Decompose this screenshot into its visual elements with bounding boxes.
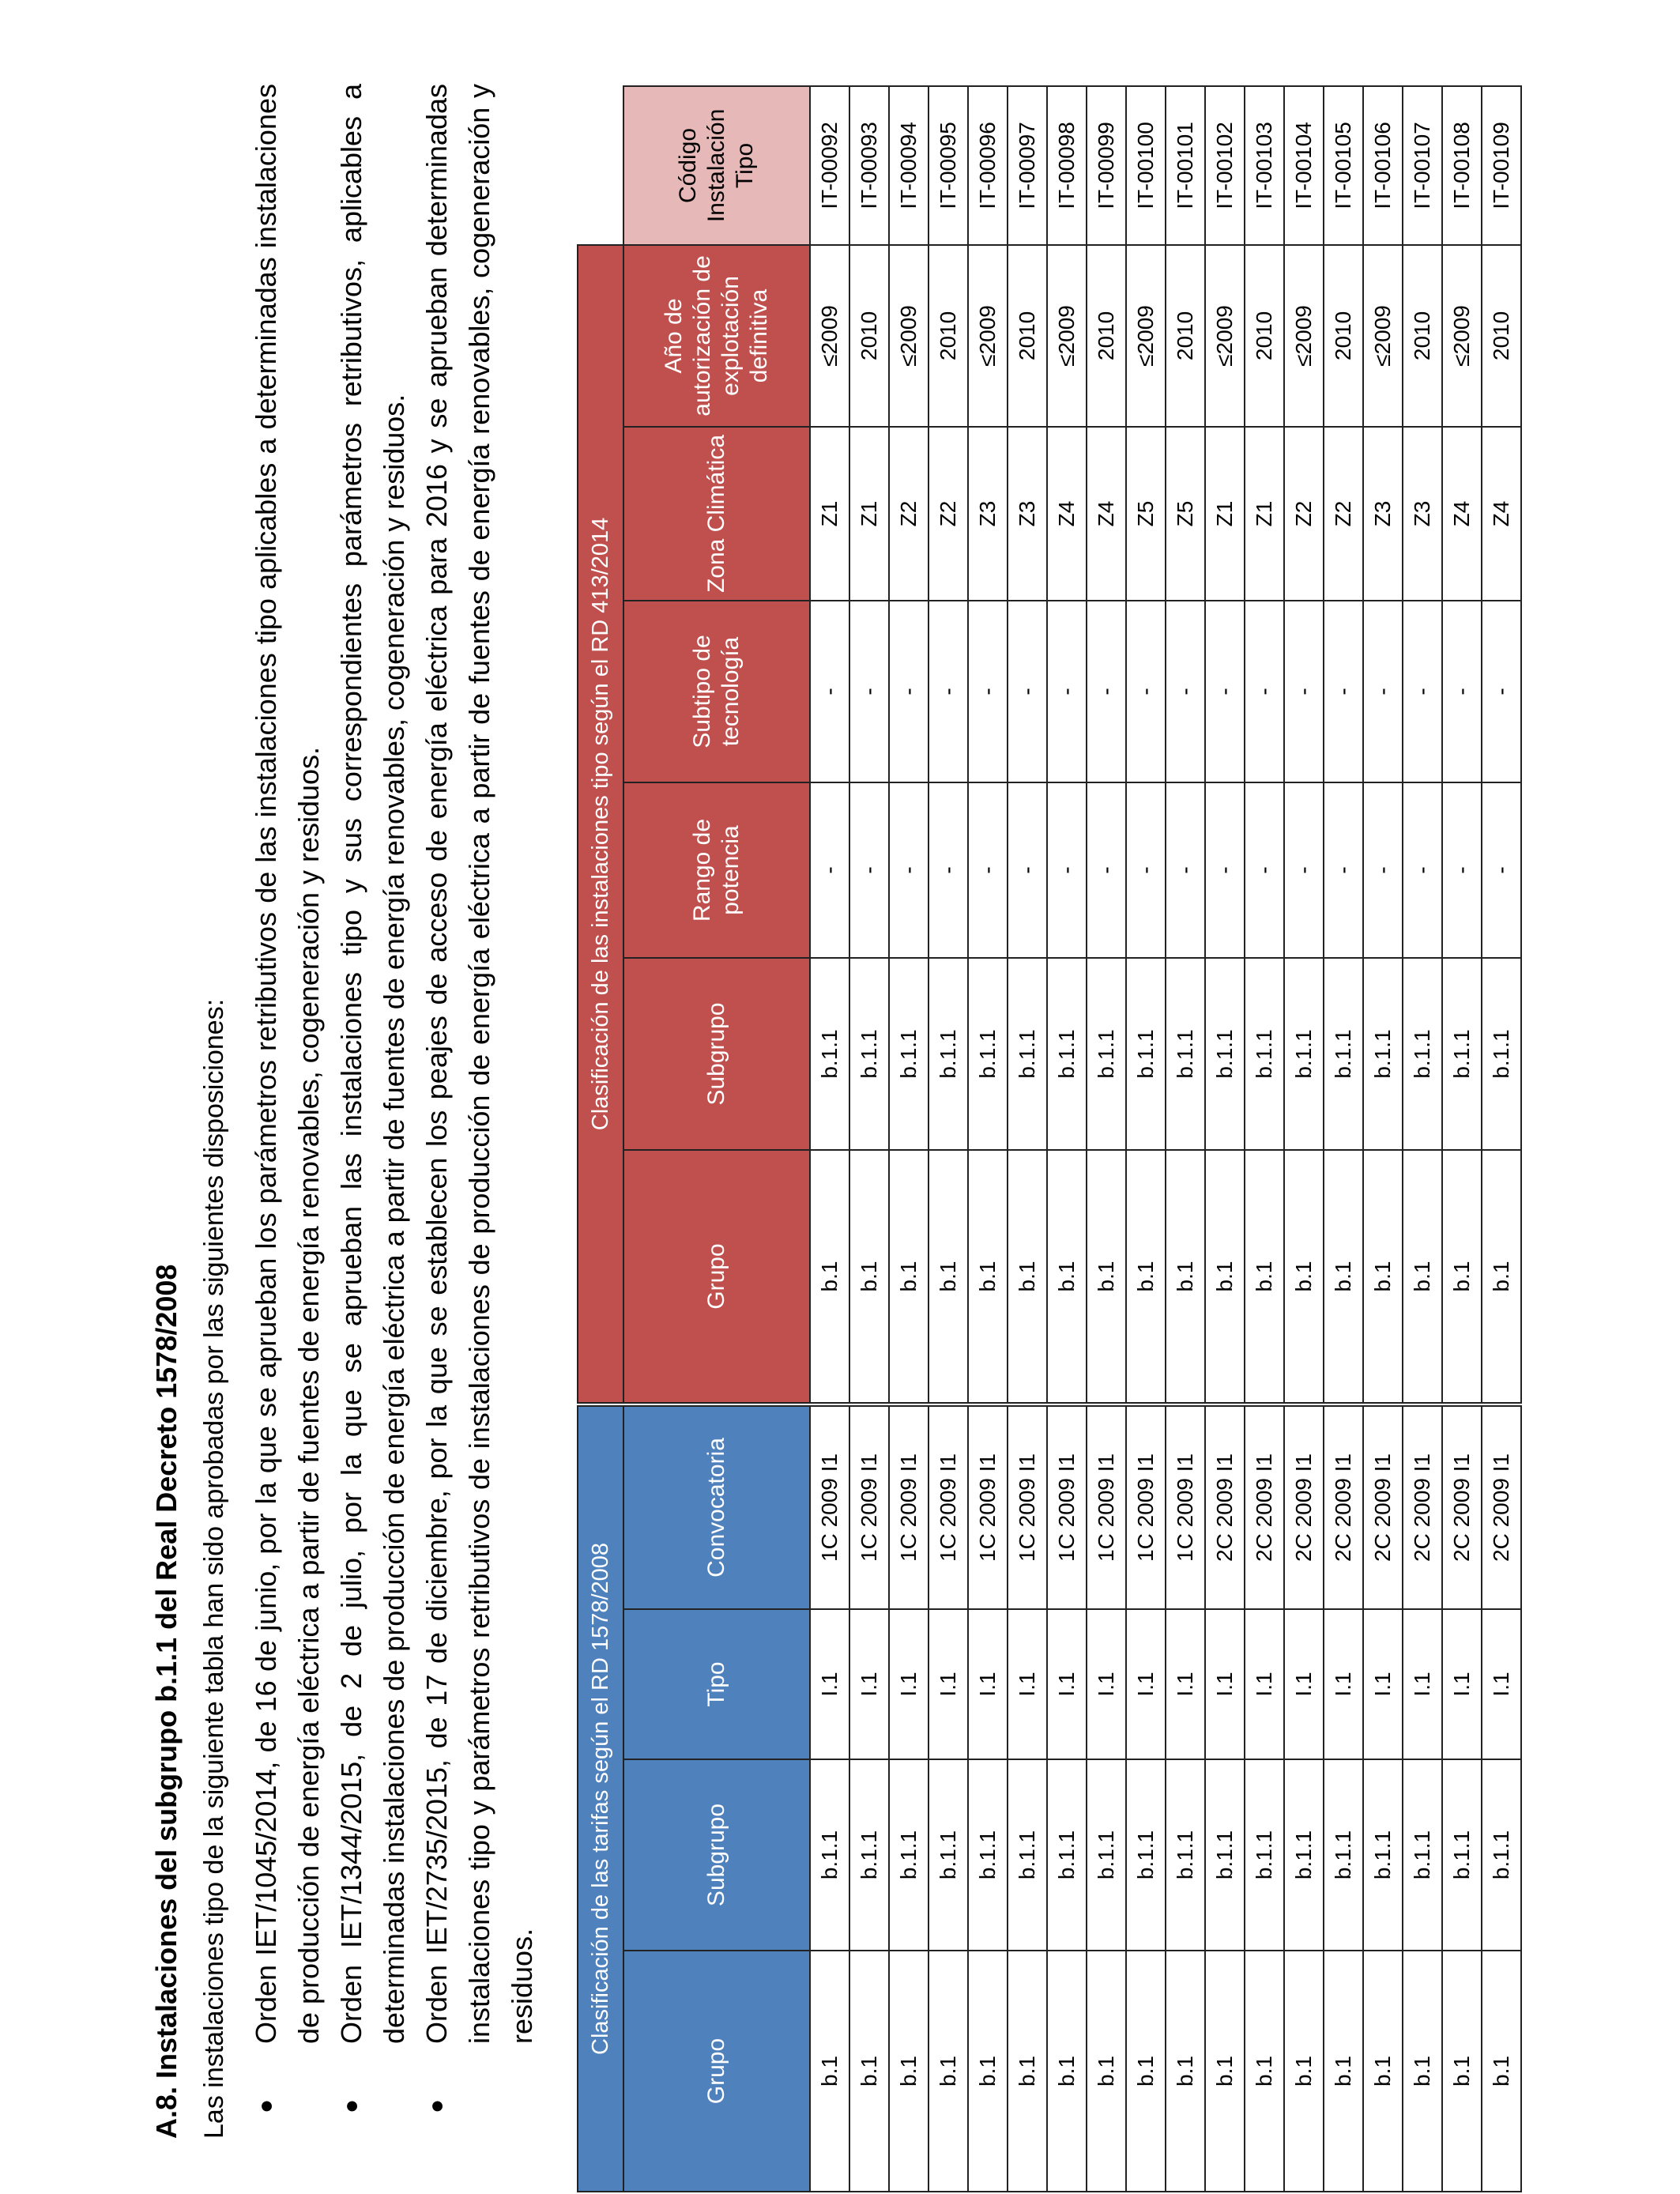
cell-grupo: b.1 bbox=[810, 1150, 849, 1403]
order-text: Orden IET/2735/2015, de 17 de diciembre, por la que se establecen los peajes de acceso de energía eléctrica para 2016 y se aprueban determinadas instalaciones tipo y parámetros retributivos de instalaciones de producción de energía eléctrica a partir de fuentes de energía renovables, cogeneración y residuos. bbox=[420, 84, 538, 2044]
cell-subtipo-tecnologia: - bbox=[1403, 601, 1442, 782]
cell-grupo: b.1 bbox=[929, 1951, 968, 2192]
col-header-subgrupo: Subgrupo bbox=[623, 1759, 810, 1951]
cell-tipo: I.1 bbox=[968, 1609, 1008, 1759]
cell-subgrupo: b.1.1 bbox=[1403, 1759, 1442, 1951]
cell-convocatoria: 2C 2009 I1 bbox=[1284, 1406, 1324, 1609]
col-header-grupo: Grupo bbox=[623, 1150, 810, 1403]
cell-anio-autorizacion: 2010 bbox=[1245, 245, 1284, 427]
table-row bbox=[968, 1406, 1008, 2192]
cell-zona-climatica: Z1 bbox=[1205, 427, 1245, 601]
table-row bbox=[1482, 86, 1521, 1403]
cell-grupo: b.1 bbox=[1482, 1150, 1521, 1403]
col-header-tipo: Tipo bbox=[623, 1609, 810, 1759]
cell-subgrupo: b.1.1 bbox=[1087, 958, 1126, 1150]
cell-convocatoria: 1C 2009 I1 bbox=[1008, 1406, 1047, 1609]
cell-convocatoria: 2C 2009 I1 bbox=[1482, 1406, 1521, 1609]
order-text: Orden IET/1344/2015, de 2 de julio, por la que se aprueban las instalaciones tipo y sus correspondientes parámetros retributivos, aplicables a determinadas instalaciones de producción de energía eléctrica a partir de fuentes de energía renovables, cogeneración y residuos. bbox=[335, 84, 410, 2044]
cell-subgrupo: b.1.1 bbox=[1008, 958, 1047, 1150]
cell-subtipo-tecnologia: - bbox=[968, 601, 1008, 782]
cell-convocatoria: 1C 2009 I1 bbox=[1126, 1406, 1166, 1609]
cell-subgrupo: b.1.1 bbox=[849, 958, 889, 1150]
cell-subgrupo: b.1.1 bbox=[1087, 1759, 1126, 1951]
cell-subgrupo: b.1.1 bbox=[1403, 958, 1442, 1150]
cell-convocatoria: 2C 2009 I1 bbox=[1324, 1406, 1363, 1609]
cell-subtipo-tecnologia: - bbox=[1245, 601, 1284, 782]
bullet-icon: ● bbox=[424, 2098, 450, 2113]
cell-codigo-instalacion: IT-00105 bbox=[1324, 86, 1363, 245]
cell-rango-potencia: - bbox=[1087, 782, 1126, 958]
cell-grupo: b.1 bbox=[1482, 1951, 1521, 2192]
table-row bbox=[1047, 86, 1087, 1403]
cell-tipo: I.1 bbox=[1482, 1609, 1521, 1759]
cell-tipo: I.1 bbox=[1284, 1609, 1324, 1759]
cell-zona-climatica: Z2 bbox=[889, 427, 929, 601]
cell-anio-autorizacion: 2010 bbox=[1403, 245, 1442, 427]
table-row bbox=[1205, 86, 1245, 1403]
cell-grupo: b.1 bbox=[849, 1951, 889, 2192]
cell-subgrupo: b.1.1 bbox=[810, 1759, 849, 1951]
table-row bbox=[1324, 1406, 1363, 2192]
cell-codigo-instalacion: IT-00094 bbox=[889, 86, 929, 245]
cell-anio-autorizacion: 2010 bbox=[1324, 245, 1363, 427]
table-row bbox=[929, 1406, 968, 2192]
table-rd1578-body bbox=[810, 1406, 1521, 2192]
cell-grupo: b.1 bbox=[1284, 1951, 1324, 2192]
cell-tipo: I.1 bbox=[1047, 1609, 1087, 1759]
header-spacer bbox=[578, 86, 623, 245]
cell-convocatoria: 1C 2009 I1 bbox=[968, 1406, 1008, 1609]
cell-tipo: I.1 bbox=[1126, 1609, 1166, 1759]
cell-rango-potencia: - bbox=[1205, 782, 1245, 958]
cell-tipo: I.1 bbox=[1166, 1609, 1205, 1759]
cell-grupo: b.1 bbox=[1324, 1951, 1363, 2192]
order-text: Orden IET/1045/2014, de 16 de junio, por la que se aprueban los parámetros retributivos de las instalaciones tipo aplicables a determinadas instalaciones de producción de energía eléctrica a partir de fuentes de energía renovables, cogeneración y residuos. bbox=[250, 84, 325, 2044]
cell-zona-climatica: Z1 bbox=[1245, 427, 1284, 601]
cell-subgrupo: b.1.1 bbox=[1482, 1759, 1521, 1951]
cell-rango-potencia: - bbox=[1047, 782, 1087, 958]
cell-tipo: I.1 bbox=[1245, 1609, 1284, 1759]
table-row bbox=[1245, 1406, 1284, 2192]
cell-codigo-instalacion: IT-00108 bbox=[1442, 86, 1482, 245]
cell-grupo: b.1 bbox=[1087, 1150, 1126, 1403]
cell-grupo: b.1 bbox=[1166, 1150, 1205, 1403]
cell-subtipo-tecnologia: - bbox=[889, 601, 929, 782]
cell-convocatoria: 1C 2009 I1 bbox=[849, 1406, 889, 1609]
cell-convocatoria: 2C 2009 I1 bbox=[1403, 1406, 1442, 1609]
cell-grupo: b.1 bbox=[1284, 1150, 1324, 1403]
cell-grupo: b.1 bbox=[968, 1150, 1008, 1403]
cell-convocatoria: 1C 2009 I1 bbox=[1166, 1406, 1205, 1609]
table-row bbox=[849, 1406, 889, 2192]
table-row bbox=[889, 1406, 929, 2192]
cell-anio-autorizacion: 2010 bbox=[1482, 245, 1521, 427]
cell-anio-autorizacion: ≤2009 bbox=[1442, 245, 1482, 427]
cell-grupo: b.1 bbox=[929, 1150, 968, 1403]
table-row bbox=[1087, 1406, 1126, 2192]
cell-rango-potencia: - bbox=[1166, 782, 1205, 958]
cell-tipo: I.1 bbox=[1324, 1609, 1363, 1759]
cell-codigo-instalacion: IT-00093 bbox=[849, 86, 889, 245]
cell-anio-autorizacion: ≤2009 bbox=[1284, 245, 1324, 427]
cell-rango-potencia: - bbox=[929, 782, 968, 958]
col-header-subtipo-tecnologia: Subtipo de tecnología bbox=[623, 601, 810, 782]
cell-tipo: I.1 bbox=[889, 1609, 929, 1759]
cell-codigo-instalacion: IT-00106 bbox=[1363, 86, 1403, 245]
table-row bbox=[1324, 86, 1363, 1403]
cell-anio-autorizacion: 2010 bbox=[1166, 245, 1205, 427]
cell-codigo-instalacion: IT-00102 bbox=[1205, 86, 1245, 245]
cell-rango-potencia: - bbox=[1324, 782, 1363, 958]
intro-text: Las instalaciones tipo de la siguiente tabla han sido aprobadas por las siguientes disposiciones: bbox=[199, 998, 229, 2139]
cell-anio-autorizacion: ≤2009 bbox=[810, 245, 849, 427]
cell-grupo: b.1 bbox=[1403, 1951, 1442, 2192]
cell-rango-potencia: - bbox=[1284, 782, 1324, 958]
cell-grupo: b.1 bbox=[1008, 1150, 1047, 1403]
cell-tipo: I.1 bbox=[1087, 1609, 1126, 1759]
cell-subgrupo: b.1.1 bbox=[1166, 958, 1205, 1150]
cell-convocatoria: 2C 2009 I1 bbox=[1245, 1406, 1284, 1609]
cell-subtipo-tecnologia: - bbox=[1205, 601, 1245, 782]
cell-grupo: b.1 bbox=[1205, 1150, 1245, 1403]
col-header-anio-autorizacion: Año de autorización de explotación definitiva bbox=[623, 245, 810, 427]
cell-subgrupo: b.1.1 bbox=[1047, 958, 1087, 1150]
col-header-grupo: Grupo bbox=[623, 1951, 810, 2192]
cell-convocatoria: 1C 2009 I1 bbox=[810, 1406, 849, 1609]
table-row bbox=[810, 1406, 849, 2192]
order-item bbox=[416, 84, 544, 2131]
cell-anio-autorizacion: ≤2009 bbox=[1126, 245, 1166, 427]
cell-rango-potencia: - bbox=[1363, 782, 1403, 958]
cell-codigo-instalacion: IT-00099 bbox=[1087, 86, 1126, 245]
table-row bbox=[1126, 86, 1166, 1403]
cell-subtipo-tecnologia: - bbox=[1126, 601, 1166, 782]
cell-subgrupo: b.1.1 bbox=[1205, 958, 1245, 1150]
bullet-icon: ● bbox=[338, 2098, 364, 2113]
table-row bbox=[889, 86, 929, 1403]
cell-subgrupo: b.1.1 bbox=[1205, 1759, 1245, 1951]
cell-zona-climatica: Z5 bbox=[1166, 427, 1205, 601]
cell-tipo: I.1 bbox=[810, 1609, 849, 1759]
cell-zona-climatica: Z4 bbox=[1047, 427, 1087, 601]
cell-grupo: b.1 bbox=[849, 1150, 889, 1403]
cell-codigo-instalacion: IT-00097 bbox=[1008, 86, 1047, 245]
cell-grupo: b.1 bbox=[1047, 1150, 1087, 1403]
cell-zona-climatica: Z2 bbox=[1324, 427, 1363, 601]
cell-subtipo-tecnologia: - bbox=[1284, 601, 1324, 782]
cell-convocatoria: 1C 2009 I1 bbox=[1087, 1406, 1126, 1609]
order-item bbox=[330, 84, 416, 2131]
cell-convocatoria: 2C 2009 I1 bbox=[1363, 1406, 1403, 1609]
cell-grupo: b.1 bbox=[1245, 1951, 1284, 2192]
cell-anio-autorizacion: ≤2009 bbox=[1205, 245, 1245, 427]
cell-subgrupo: b.1.1 bbox=[929, 958, 968, 1150]
table-rd413-group-header: Clasificación de las instalaciones tipo según el RD 413/2014 bbox=[578, 245, 623, 1403]
table-row bbox=[1442, 86, 1482, 1403]
cell-zona-climatica: Z5 bbox=[1126, 427, 1166, 601]
cell-zona-climatica: Z4 bbox=[1442, 427, 1482, 601]
cell-subgrupo: b.1.1 bbox=[1363, 1759, 1403, 1951]
cell-codigo-instalacion: IT-00092 bbox=[810, 86, 849, 245]
cell-subtipo-tecnologia: - bbox=[929, 601, 968, 782]
cell-grupo: b.1 bbox=[889, 1951, 929, 2192]
cell-grupo: b.1 bbox=[1008, 1951, 1047, 2192]
cell-anio-autorizacion: 2010 bbox=[849, 245, 889, 427]
cell-rango-potencia: - bbox=[810, 782, 849, 958]
cell-convocatoria: 1C 2009 I1 bbox=[929, 1406, 968, 1609]
cell-grupo: b.1 bbox=[1126, 1951, 1166, 2192]
table-row bbox=[1047, 1406, 1087, 2192]
table-row bbox=[1008, 86, 1047, 1403]
cell-rango-potencia: - bbox=[1245, 782, 1284, 958]
cell-subgrupo: b.1.1 bbox=[1482, 958, 1521, 1150]
cell-subgrupo: b.1.1 bbox=[1245, 958, 1284, 1150]
table-rd413-body bbox=[810, 86, 1521, 1403]
cell-grupo: b.1 bbox=[1047, 1951, 1087, 2192]
cell-zona-climatica: Z3 bbox=[1403, 427, 1442, 601]
section-heading: A.8. Instalaciones del subgrupo b.1.1 del Real Decreto 1578/2008 bbox=[150, 1264, 183, 2139]
cell-tipo: I.1 bbox=[1363, 1609, 1403, 1759]
cell-grupo: b.1 bbox=[1403, 1150, 1442, 1403]
cell-subgrupo: b.1.1 bbox=[1245, 1759, 1284, 1951]
cell-convocatoria: 1C 2009 I1 bbox=[1047, 1406, 1087, 1609]
cell-subgrupo: b.1.1 bbox=[889, 958, 929, 1150]
table-row bbox=[1363, 86, 1403, 1403]
cell-codigo-instalacion: IT-00095 bbox=[929, 86, 968, 245]
table-row bbox=[849, 86, 889, 1403]
cell-subgrupo: b.1.1 bbox=[968, 1759, 1008, 1951]
cell-subgrupo: b.1.1 bbox=[968, 958, 1008, 1150]
cell-anio-autorizacion: 2010 bbox=[1008, 245, 1047, 427]
table-row bbox=[1245, 86, 1284, 1403]
cell-grupo: b.1 bbox=[1126, 1150, 1166, 1403]
cell-tipo: I.1 bbox=[849, 1609, 889, 1759]
cell-tipo: I.1 bbox=[1205, 1609, 1245, 1759]
col-header-convocatoria: Convocatoria bbox=[623, 1406, 810, 1609]
cell-grupo: b.1 bbox=[889, 1150, 929, 1403]
col-header-rango-potencia: Rango de potencia bbox=[623, 782, 810, 958]
cell-subtipo-tecnologia: - bbox=[1482, 601, 1521, 782]
cell-anio-autorizacion: 2010 bbox=[1087, 245, 1126, 427]
cell-grupo: b.1 bbox=[1442, 1150, 1482, 1403]
cell-subgrupo: b.1.1 bbox=[1324, 1759, 1363, 1951]
cell-tipo: I.1 bbox=[929, 1609, 968, 1759]
table-row bbox=[1087, 86, 1126, 1403]
cell-rango-potencia: - bbox=[1126, 782, 1166, 958]
table-rd413 bbox=[577, 85, 1522, 1404]
cell-anio-autorizacion: ≤2009 bbox=[1363, 245, 1403, 427]
table-row bbox=[1284, 1406, 1324, 2192]
cell-subtipo-tecnologia: - bbox=[1324, 601, 1363, 782]
table-rd1578 bbox=[577, 1405, 1522, 2192]
cell-subgrupo: b.1.1 bbox=[1126, 1759, 1166, 1951]
cell-rango-potencia: - bbox=[889, 782, 929, 958]
cell-subgrupo: b.1.1 bbox=[1284, 958, 1324, 1150]
table-row bbox=[810, 86, 849, 1403]
cell-codigo-instalacion: IT-00098 bbox=[1047, 86, 1087, 245]
cell-grupo: b.1 bbox=[1363, 1951, 1403, 2192]
cell-subgrupo: b.1.1 bbox=[1008, 1759, 1047, 1951]
cell-rango-potencia: - bbox=[968, 782, 1008, 958]
cell-grupo: b.1 bbox=[968, 1951, 1008, 2192]
cell-grupo: b.1 bbox=[1205, 1951, 1245, 2192]
cell-rango-potencia: - bbox=[1442, 782, 1482, 958]
table-row bbox=[1363, 1406, 1403, 2192]
cell-tipo: I.1 bbox=[1008, 1609, 1047, 1759]
cell-subgrupo: b.1.1 bbox=[1126, 958, 1166, 1150]
table-row bbox=[1008, 1406, 1047, 2192]
cell-codigo-instalacion: IT-00107 bbox=[1403, 86, 1442, 245]
cell-subgrupo: b.1.1 bbox=[1442, 958, 1482, 1150]
table-row bbox=[1126, 1406, 1166, 2192]
cell-subgrupo: b.1.1 bbox=[1284, 1759, 1324, 1951]
cell-anio-autorizacion: ≤2009 bbox=[889, 245, 929, 427]
cell-codigo-instalacion: IT-00100 bbox=[1126, 86, 1166, 245]
cell-codigo-instalacion: IT-00103 bbox=[1245, 86, 1284, 245]
cell-grupo: b.1 bbox=[1166, 1951, 1205, 2192]
table-row bbox=[1166, 86, 1205, 1403]
cell-subtipo-tecnologia: - bbox=[849, 601, 889, 782]
cell-subgrupo: b.1.1 bbox=[1324, 958, 1363, 1150]
table-row bbox=[1403, 86, 1442, 1403]
cell-tipo: I.1 bbox=[1442, 1609, 1482, 1759]
cell-rango-potencia: - bbox=[1482, 782, 1521, 958]
cell-anio-autorizacion: 2010 bbox=[929, 245, 968, 427]
cell-grupo: b.1 bbox=[1442, 1951, 1482, 2192]
cell-grupo: b.1 bbox=[810, 1951, 849, 2192]
cell-tipo: I.1 bbox=[1403, 1609, 1442, 1759]
cell-zona-climatica: Z4 bbox=[1087, 427, 1126, 601]
cell-subgrupo: b.1.1 bbox=[1166, 1759, 1205, 1951]
table-row bbox=[1403, 1406, 1442, 2192]
cell-rango-potencia: - bbox=[849, 782, 889, 958]
cell-rango-potencia: - bbox=[1008, 782, 1047, 958]
cell-convocatoria: 2C 2009 I1 bbox=[1205, 1406, 1245, 1609]
orders-list bbox=[245, 84, 544, 2131]
cell-zona-climatica: Z4 bbox=[1482, 427, 1521, 601]
table-row bbox=[1482, 1406, 1521, 2192]
table-row bbox=[1284, 86, 1324, 1403]
col-header-zona-climatica: Zona Climática bbox=[623, 427, 810, 601]
cell-subtipo-tecnologia: - bbox=[1047, 601, 1087, 782]
cell-codigo-instalacion: IT-00096 bbox=[968, 86, 1008, 245]
cell-subtipo-tecnologia: - bbox=[1442, 601, 1482, 782]
col-header-codigo-instalacion: Código Instalación Tipo bbox=[623, 86, 810, 245]
cell-zona-climatica: Z3 bbox=[1363, 427, 1403, 601]
cell-anio-autorizacion: ≤2009 bbox=[1047, 245, 1087, 427]
order-item bbox=[245, 84, 330, 2131]
cell-codigo-instalacion: IT-00109 bbox=[1482, 86, 1521, 245]
cell-subgrupo: b.1.1 bbox=[810, 958, 849, 1150]
table-row bbox=[929, 86, 968, 1403]
cell-rango-potencia: - bbox=[1403, 782, 1442, 958]
cell-subgrupo: b.1.1 bbox=[1047, 1759, 1087, 1951]
cell-codigo-instalacion: IT-00104 bbox=[1284, 86, 1324, 245]
cell-subgrupo: b.1.1 bbox=[1442, 1759, 1482, 1951]
cell-zona-climatica: Z2 bbox=[1284, 427, 1324, 601]
cell-subtipo-tecnologia: - bbox=[1166, 601, 1205, 782]
table-row bbox=[1442, 1406, 1482, 2192]
cell-grupo: b.1 bbox=[1363, 1150, 1403, 1403]
col-header-subgrupo: Subgrupo bbox=[623, 958, 810, 1150]
cell-subgrupo: b.1.1 bbox=[929, 1759, 968, 1951]
cell-grupo: b.1 bbox=[1087, 1951, 1126, 2192]
cell-subgrupo: b.1.1 bbox=[889, 1759, 929, 1951]
table-rd1578-group-header: Clasificación de las tarifas según el RD 1578/2008 bbox=[578, 1406, 623, 2192]
cell-subtipo-tecnologia: - bbox=[810, 601, 849, 782]
cell-subgrupo: b.1.1 bbox=[1363, 958, 1403, 1150]
table-row bbox=[1205, 1406, 1245, 2192]
cell-anio-autorizacion: ≤2009 bbox=[968, 245, 1008, 427]
cell-subtipo-tecnologia: - bbox=[1363, 601, 1403, 782]
cell-subtipo-tecnologia: - bbox=[1087, 601, 1126, 782]
table-row bbox=[1166, 1406, 1205, 2192]
cell-grupo: b.1 bbox=[1245, 1150, 1284, 1403]
cell-zona-climatica: Z1 bbox=[810, 427, 849, 601]
cell-subtipo-tecnologia: - bbox=[1008, 601, 1047, 782]
cell-grupo: b.1 bbox=[1324, 1150, 1363, 1403]
cell-convocatoria: 2C 2009 I1 bbox=[1442, 1406, 1482, 1609]
cell-zona-climatica: Z2 bbox=[929, 427, 968, 601]
cell-codigo-instalacion: IT-00101 bbox=[1166, 86, 1205, 245]
cell-convocatoria: 1C 2009 I1 bbox=[889, 1406, 929, 1609]
cell-subgrupo: b.1.1 bbox=[849, 1759, 889, 1951]
cell-zona-climatica: Z3 bbox=[968, 427, 1008, 601]
cell-zona-climatica: Z1 bbox=[849, 427, 889, 601]
bullet-icon: ● bbox=[253, 2098, 279, 2113]
table-row bbox=[968, 86, 1008, 1403]
cell-zona-climatica: Z3 bbox=[1008, 427, 1047, 601]
